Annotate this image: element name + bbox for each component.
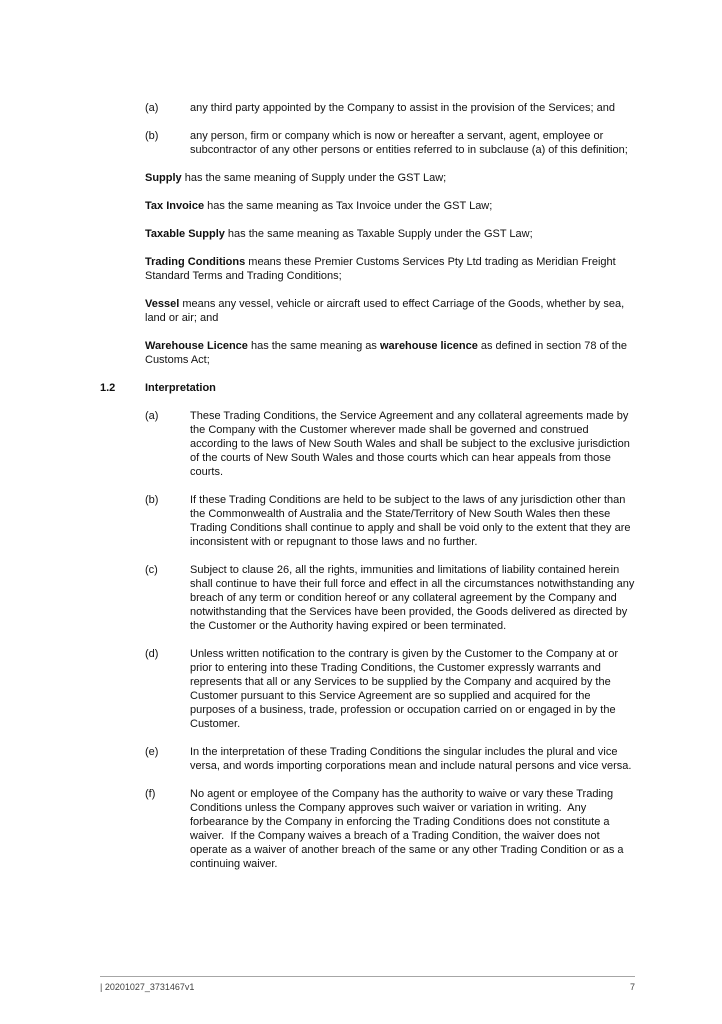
- definition-term: Trading Conditions: [145, 256, 246, 268]
- definition-taxable-supply: [145, 227, 635, 241]
- page-footer: [100, 976, 635, 993]
- definition-tax-invoice: [145, 199, 635, 213]
- definition-term: Vessel: [145, 298, 180, 310]
- definition-term-inline: warehouse licence: [379, 340, 478, 352]
- section-heading-interpretation: [100, 381, 635, 395]
- clause-text: In the interpretation of these Trading Conditions the singular includes the plural and vice versa, and words importing corporations mean and include natural persons and vice versa.: [190, 746, 632, 772]
- interpretation-clause-c: [145, 563, 638, 633]
- footer-doc-id: | 20201027_3731467v1: [100, 982, 195, 992]
- definition-term: Taxable Supply: [145, 228, 225, 240]
- clause-text: any person, firm or company which is now or hereafter a servant, agent, employee or subcontractor of any other persons or entities referred to in subclause (a) of this definition;: [190, 130, 628, 156]
- definition-text: has the same meaning as Tax Invoice under the GST Law;: [204, 200, 493, 212]
- definition-text: has the same meaning as Taxable Supply under the GST Law;: [224, 228, 533, 240]
- interpretation-clause-b: [145, 493, 635, 549]
- definition-text: means these Premier Customs Services Pty Ltd trading as Meridian Freight Standard Terms and Trading Conditions;: [145, 256, 619, 282]
- clause-text: any third party appointed by the Company to assist in the provision of the Services; and: [190, 102, 615, 114]
- clause-text: These Trading Conditions, the Service Agreement and any collateral agreements made by the Company with the Customer wherever made shall be governed and construed according to the laws of New South Wales and shall be subject to the exclusive jurisdiction of the courts of New South Wales and those courts which can hear appeals from those courts.: [190, 410, 633, 478]
- definition-term: Warehouse Licence: [145, 340, 248, 352]
- definition-term: Supply: [145, 172, 182, 184]
- section-title: Interpretation: [145, 382, 216, 394]
- footer-page-number: 7: [629, 982, 635, 992]
- definition-vessel: [145, 297, 635, 325]
- definition-subclause-a: [145, 101, 635, 115]
- interpretation-clause-f: [145, 787, 635, 871]
- interpretation-clause-e: [145, 745, 635, 773]
- definition-term: Tax Invoice: [145, 200, 205, 212]
- definition-text: as defined in section 78 of the Customs Act;: [145, 340, 631, 366]
- clause-label: (a): [145, 102, 159, 114]
- definition-text: has the same meaning of Supply under the GST Law;: [181, 172, 447, 184]
- interpretation-clause-d: [145, 647, 635, 731]
- clause-text: No agent or employee of the Company has the authority to waive or vary these Trading Conditions unless the Company approves such waiver or variation in writing. Any forbearance by the Company in enforcing the Trading Conditions does not constitute a waiver. If the Company waives a breach of a Trading Condition, the waiver does not operate as a waiver of another breach of the same or any other Trading Condition or as a continuing waiver.: [190, 788, 627, 870]
- clause-label: (c): [145, 564, 158, 576]
- clause-text: Unless written notification to the contrary is given by the Customer to the Company at or prior to entering into these Trading Conditions, the Customer expressly warrants and represents that all or any Services to be supplied by the Company and acquired by the Customer pursuant to this Service Agreement are so supplied and acquired for the purposes of a business, trade, profession or occupation carried on or engaged in by the Customer.: [190, 648, 622, 730]
- clause-text: Subject to clause 26, all the rights, immunities and limitations of liability contained herein shall continue to have their full force and effect in all the circumstances notwithstanding any breach of any term or condition hereof or any collateral agreement by the Company and notwithstanding that the Services have been provided, the Goods delivered as directed by the Customer or the Authority having expired or been terminated.: [190, 564, 638, 632]
- clause-label: (f): [145, 788, 156, 800]
- definition-text: has the same meaning as: [247, 340, 380, 352]
- clause-label: (b): [145, 130, 159, 142]
- definition-supply: [145, 171, 635, 185]
- clause-label: (a): [145, 410, 159, 422]
- clause-label: (d): [145, 648, 159, 660]
- clause-label: (b): [145, 494, 159, 506]
- definition-text: means any vessel, vehicle or aircraft used to effect Carriage of the Goods, whether by sea, land or air; and: [145, 298, 628, 324]
- definition-warehouse-licence: [145, 339, 635, 367]
- section-number: 1.2: [100, 382, 116, 394]
- definition-subclause-b: [145, 129, 635, 157]
- interpretation-clause-a: [145, 409, 635, 479]
- definition-trading-conditions: [145, 255, 635, 283]
- clause-text: If these Trading Conditions are held to be subject to the laws of any jurisdiction other than the Commonwealth of Australia and the State/Territory of New South Wales then these Trading Conditions shall continue to apply and shall be void only to the extent that they are inconsistent with or repugnant to those laws and no further.: [190, 494, 634, 548]
- clause-label: (e): [145, 746, 159, 758]
